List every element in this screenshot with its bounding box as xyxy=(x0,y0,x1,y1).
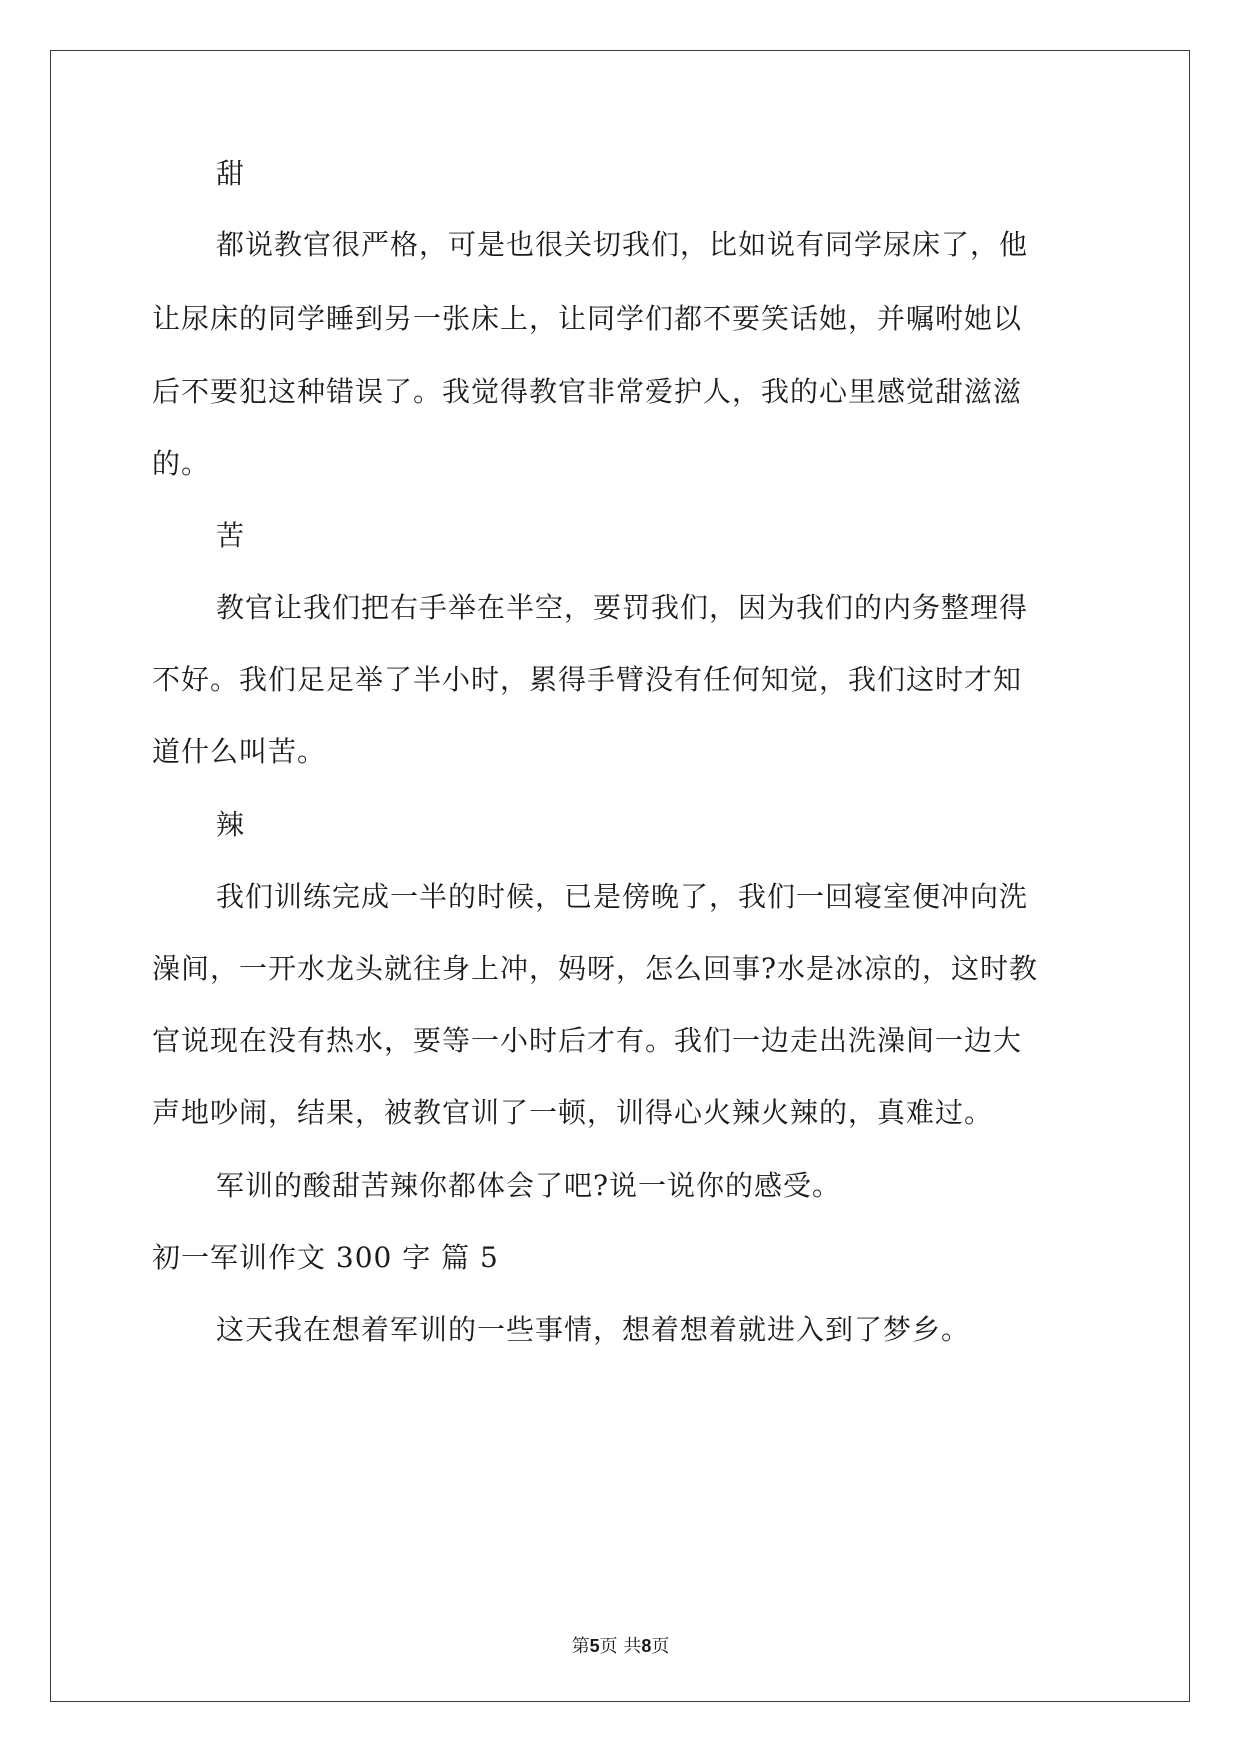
footer-page-number: 5 xyxy=(589,1636,600,1656)
paragraph-line: 这天我在想着军训的一些事情，想着想着就进入到了梦乡。 xyxy=(216,1313,971,1346)
footer-middle: 页 共 xyxy=(599,1636,642,1657)
section-title: 初一军训作文 300 字 篇 5 xyxy=(152,1241,499,1274)
paragraph-line: 澡间，一开水龙头就往身上冲，妈呀，怎么回事?水是冰凉的，这时教 xyxy=(152,952,1039,985)
footer-suffix: 页 xyxy=(651,1636,670,1657)
page-border xyxy=(50,50,1190,1702)
paragraph-line: 让尿床的同学睡到另一张床上，让同学们都不要笑话她，并嘱咐她以 xyxy=(152,302,1023,335)
footer-prefix: 第 xyxy=(571,1636,590,1657)
page-footer xyxy=(0,1635,1241,1658)
paragraph-line: 都说教官很严格，可是也很关切我们，比如说有同学尿床了，他 xyxy=(216,228,1029,261)
paragraph-line: 军训的酸甜苦辣你都体会了吧?说一说你的感受。 xyxy=(216,1169,842,1202)
paragraph-line: 我们训练完成一半的时候，已是傍晚了，我们一回寝室便冲向洗 xyxy=(216,880,1029,913)
paragraph-line: 教官让我们把右手举在半空，要罚我们，因为我们的内务整理得 xyxy=(216,591,1029,624)
heading-bitter: 苦 xyxy=(216,519,246,552)
paragraph-line: 的。 xyxy=(152,447,211,480)
paragraph-line: 官说现在没有热水，要等一小时后才有。我们一边走出洗澡间一边大 xyxy=(152,1024,1023,1057)
paragraph-line: 声地吵闹，结果，被教官训了一顿，训得心火辣火辣的，真难过。 xyxy=(152,1096,994,1129)
paragraph-line: 后不要犯这种错误了。我觉得教官非常爱护人，我的心里感觉甜滋滋 xyxy=(152,375,1023,408)
heading-spicy: 辣 xyxy=(216,808,246,841)
paragraph-line: 道什么叫苦。 xyxy=(152,735,327,768)
footer-total-pages: 8 xyxy=(641,1636,652,1656)
heading-sweet: 甜 xyxy=(216,157,246,190)
paragraph-line: 不好。我们足足举了半小时，累得手臂没有任何知觉，我们这时才知 xyxy=(152,663,1023,696)
